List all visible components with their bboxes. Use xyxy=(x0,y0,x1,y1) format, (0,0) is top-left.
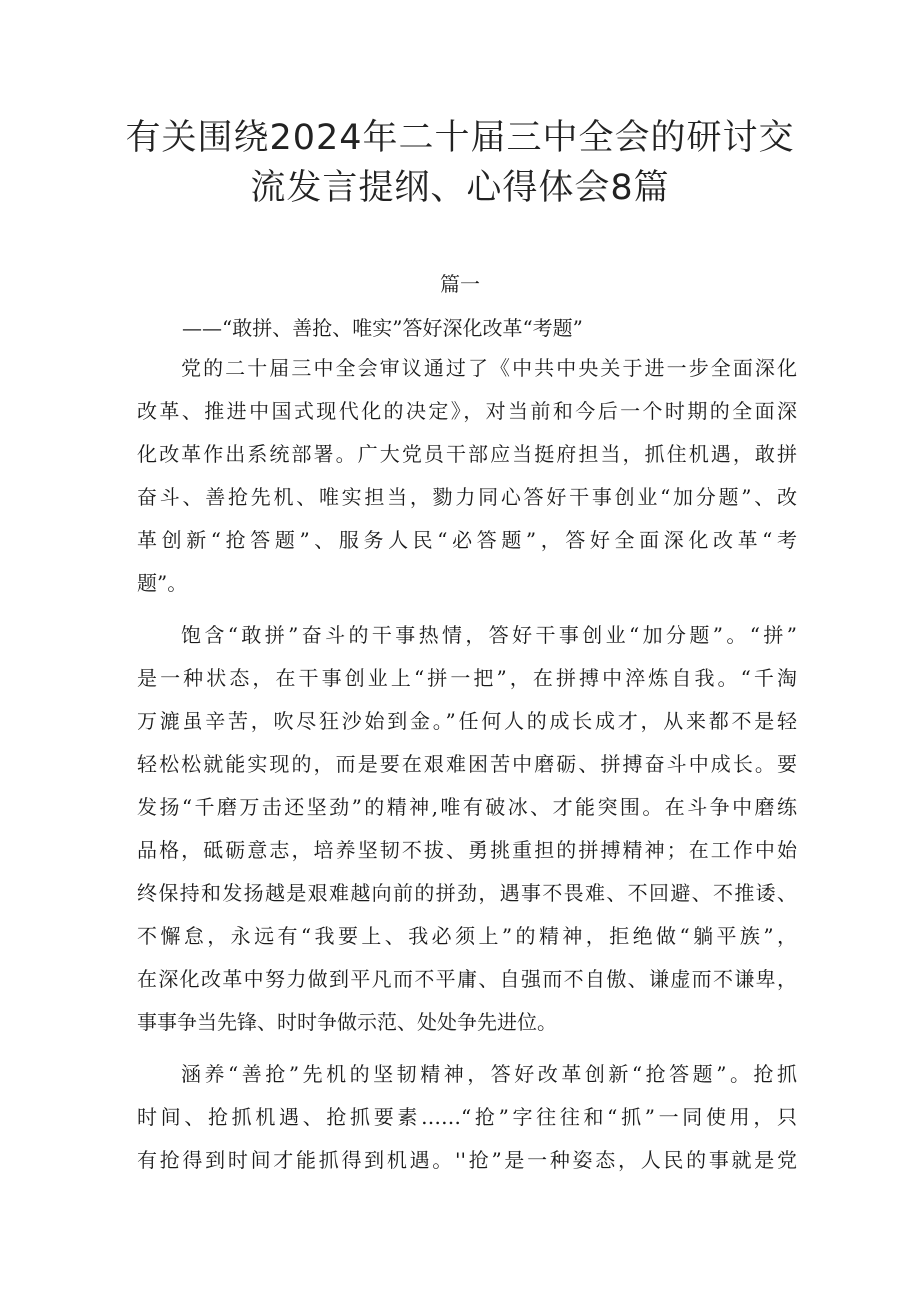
paragraph-1-line-1: 党的二十届三中全会审议通过了《中共中央关于进一步全面深化 xyxy=(181,356,797,380)
paragraph-1-line-6: 题”。 xyxy=(137,571,188,595)
paragraph-1-line-2: 改革、推进中国式现代化的决定》，对当前和今后一个时期的全面深 xyxy=(137,399,797,423)
paragraph-2-line-8: 不懈怠，永远有“我要上、我必须上”的精神，拒绝做“躺平族”， xyxy=(137,924,797,948)
paragraph-2-line-9: 在深化改革中努力做到平凡而不平庸、自强而不自傲、谦虚而不谦卑， xyxy=(137,967,797,991)
paragraph-2-line-6: 品格，砥砺意志，培养坚韧不拔、勇挑重担的拼搏精神；在工作中始 xyxy=(137,838,797,862)
document-title-line-1: 有关围绕2024年二十届三中全会的研讨交 xyxy=(125,118,795,158)
paragraph-2-line-5: 发扬“千磨万击还坚劲”的精神,唯有破冰、才能突围。在斗争中磨练 xyxy=(137,795,797,819)
section-subtitle: ——“敢拼、善抢、唯实”答好深化改革“考题” xyxy=(182,316,583,340)
paragraph-1-line-3: 化改革作出系统部署。广大党员干部应当挺府担当，抓住机遇，敢拼 xyxy=(137,442,797,466)
paragraph-2-line-1: 饱含“敢拼”奋斗的干事热情，答好干事创业“加分题”。“拼” xyxy=(181,623,797,647)
paragraph-1-line-5: 革创新“抢答题”、服务人民“必答题”，答好全面深化改革“考 xyxy=(137,528,797,552)
paragraph-2-line-2: 是一种状态，在干事创业上“拼一把”，在拼搏中淬炼自我。“千淘 xyxy=(137,666,797,690)
paragraph-1-line-4: 奋斗、善抢先机、唯实担当，勠力同心答好干事创业“加分题”、改 xyxy=(137,485,797,509)
paragraph-2-line-7: 终保持和发扬越是艰难越向前的拼劲，遇事不畏难、不回避、不推诿、 xyxy=(137,881,797,905)
paragraph-2-line-4: 轻松松就能实现的，而是要在艰难困苦中磨砺、拼搏奋斗中成长。要 xyxy=(137,752,797,776)
document-title-line-2: 流发言提纲、心得体会8篇 xyxy=(250,168,670,208)
paragraph-2-line-10: 事事争当先锋、时时争做示范、处处争先进位。 xyxy=(137,1010,557,1034)
paragraph-2-line-3: 万漉虽辛苦，吹尽狂沙始到金。”任何人的成长成才，从来都不是轻 xyxy=(137,709,797,733)
paragraph-3-line-2: 时间、抢抓机遇、抢抓要素……“抢”字往往和“抓”一同使用，只 xyxy=(137,1105,797,1129)
paragraph-3-line-3: 有抢得到时间才能抓得到机遇。''抢”是一种姿态，人民的事就是党 xyxy=(137,1148,797,1172)
section-label: 篇一 xyxy=(440,272,480,296)
paragraph-3-line-1: 涵养“善抢”先机的坚韧精神，答好改革创新“抢答题”。抢抓 xyxy=(181,1062,797,1086)
